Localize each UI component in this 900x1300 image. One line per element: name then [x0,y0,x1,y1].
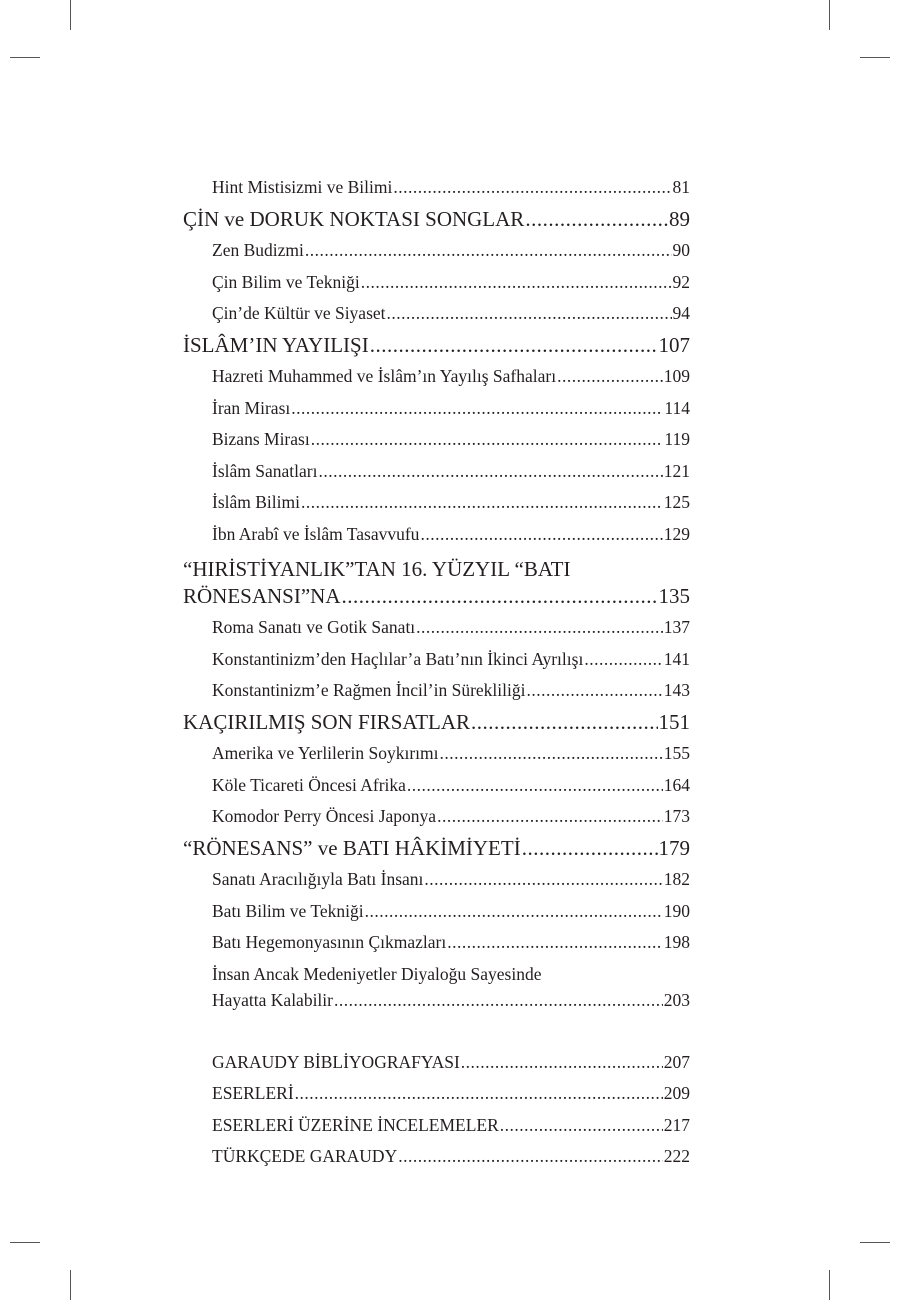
toc-appendix-entry[interactable] [183,1110,690,1142]
dot-leader [416,612,663,644]
toc-entry-title: Çin’de Kültür ve Siyaset [212,303,386,323]
toc-page-number: 109 [663,366,690,386]
crop-mark [10,1242,40,1243]
toc-entry-title: Hazreti Muhammed ve İslâm’ın Yayılış Safhaları [212,366,557,386]
toc-page-number: 190 [663,900,690,921]
toc-subentry[interactable] [183,896,690,928]
toc-page-number: 217 [663,1114,690,1135]
toc-page-number: 182 [663,869,690,889]
dot-leader [440,738,663,770]
toc-page-number: 94 [672,303,690,323]
dot-leader [305,235,672,267]
dot-leader [361,267,672,299]
toc-entry-title: Konstantinizm’den Haçlılar’a Batı’nın İkinci Ayrılışı [212,648,584,669]
toc-subentry[interactable] [183,172,690,204]
toc-page-number: 198 [663,932,690,952]
toc-page-number: 179 [658,835,690,860]
dot-leader [291,393,663,425]
toc-entry-title: Komodor Perry Öncesi Japonya [212,806,437,826]
toc-page-number: 137 [663,617,690,637]
toc-page-number: 114 [664,397,690,418]
toc-subentry[interactable] [183,361,690,393]
crop-mark [70,1270,71,1300]
dot-leader [318,456,662,488]
toc-chapter[interactable] [183,833,690,865]
toc-subentry[interactable] [183,267,690,299]
toc-page-number: 207 [663,1051,690,1072]
crop-mark [829,0,830,30]
dot-leader [437,801,663,833]
toc-page-number: 143 [663,680,690,700]
toc-entry-title: Köle Ticareti Öncesi Afrika [212,774,406,795]
toc-subentry[interactable] [183,770,690,802]
toc-subentry[interactable] [183,675,690,707]
toc-page-number: 89 [669,206,690,231]
toc-chapter[interactable] [183,550,690,612]
toc-subentry[interactable] [183,393,690,425]
toc-entry-title: İbn Arabî ve İslâm Tasavvufu [212,523,420,544]
toc-subentry[interactable] [183,801,690,833]
dot-leader [370,330,658,362]
toc-page-number: 209 [663,1083,690,1103]
toc-page-number: 90 [672,240,690,260]
toc-entry-title: ESERLERİ [212,1083,294,1103]
toc-entry-title: Batı Hegemonyasının Çıkmazları [212,932,447,952]
dot-leader [471,707,657,739]
toc-page-number: 92 [672,271,690,292]
toc-page-number: 135 [658,584,690,608]
toc-entry-title-line1: İnsan Ancak Medeniyetler Diyaloğu Sayesinde [212,963,542,984]
crop-mark [10,57,40,58]
toc-chapter[interactable] [183,204,690,236]
toc-subentry[interactable] [183,487,690,519]
toc-entry-title: Sanatı Aracılığıyla Batı İnsanı [212,869,424,889]
toc-page-number: 222 [663,1146,690,1166]
toc-subentry[interactable] [183,456,690,488]
toc-subentry[interactable] [183,235,690,267]
toc-subentry[interactable] [183,644,690,676]
toc-page-number: 151 [658,709,690,734]
toc-subentry[interactable] [183,298,690,330]
toc-subentry[interactable] [183,424,690,456]
toc-chapter-title: KAÇIRILMIŞ SON FIRSATLAR [183,709,471,734]
toc-appendix-entry[interactable] [183,1078,690,1110]
toc-page-number: 141 [663,648,690,669]
toc-page-number: 119 [664,429,690,449]
toc-page-number: 155 [663,743,690,763]
dot-leader [342,583,658,610]
dot-leader [461,1047,663,1079]
toc-appendix-entry[interactable] [183,1141,690,1173]
dot-leader [301,487,663,519]
toc-page-number: 129 [663,523,690,544]
toc-page-number: 203 [663,989,690,1010]
toc-chapter-title: İSLÂM’IN YAYILIŞI [183,332,369,357]
toc-entry-title: Roma Sanatı ve Gotik Sanatı [212,617,416,637]
toc-chapter-title-line1: “HIRİSTİYANLIK”TAN 16. YÜZYIL “BATI [183,557,571,581]
toc-page-number: 173 [663,806,690,826]
dot-leader [526,675,662,707]
dot-leader [407,770,663,802]
toc-entry-title: Amerika ve Yerlilerin Soykırımı [212,743,439,763]
toc-subentry[interactable] [183,519,690,551]
toc-entry-title: İslâm Bilimi [212,492,300,512]
dot-leader [525,204,668,236]
toc-entry-title-line2: Hayatta Kalabilir [212,989,333,1010]
crop-mark [860,1242,890,1243]
toc-page-number: 107 [658,332,690,357]
dot-leader [387,298,672,330]
toc-entry-title: TÜRKÇEDE GARAUDY [212,1146,398,1166]
dot-leader [420,519,662,551]
table-of-contents [183,172,690,1173]
toc-entry-title: Hint Mistisizmi ve Bilimi [212,177,393,197]
crop-mark [70,0,71,30]
toc-page-number: 125 [663,492,690,512]
crop-mark [829,1270,830,1300]
toc-subentry[interactable] [183,959,690,1017]
dot-leader [500,1110,663,1142]
toc-subentry[interactable] [183,864,690,896]
toc-entry-title: Çin Bilim ve Tekniği [212,271,360,292]
toc-entry-title: ESERLERİ ÜZERİNE İNCELEMELER [212,1114,499,1135]
crop-mark [860,57,890,58]
dot-leader [522,833,658,865]
toc-page-number: 81 [672,177,690,197]
dot-leader [365,896,663,928]
dot-leader [295,1078,663,1110]
toc-entry-title: GARAUDY BİBLİYOGRAFYASI [212,1051,460,1072]
dot-leader [334,987,663,1013]
toc-chapter-title-line2: RÖNESANSI”NA [183,584,341,608]
dot-leader [393,172,671,204]
toc-entry-title: Zen Budizmi [212,240,304,260]
toc-chapter-title: ÇİN ve DORUK NOKTASI SONGLAR [183,206,525,231]
dot-leader [557,361,663,393]
dot-leader [424,864,662,896]
dot-leader [311,424,664,456]
toc-subentry[interactable] [183,738,690,770]
toc-subentry[interactable] [183,927,690,959]
toc-entry-title: Bizans Mirası [212,429,310,449]
toc-page-number: 164 [663,774,690,795]
toc-entry-title: Konstantinizm’e Rağmen İncil’in Sürekliliği [212,680,526,700]
toc-entry-title: Batı Bilim ve Tekniği [212,900,364,921]
toc-subentry[interactable] [183,612,690,644]
toc-chapter[interactable] [183,707,690,739]
dot-leader [584,644,662,676]
toc-appendix-entry[interactable] [183,1047,690,1079]
toc-chapter-title: “RÖNESANS” ve BATI HÂKİMİYETİ [183,835,521,860]
dot-leader [447,927,662,959]
dot-leader [398,1141,663,1173]
section-spacer [183,1017,690,1047]
toc-chapter[interactable] [183,330,690,362]
toc-page-number: 121 [663,460,690,481]
toc-entry-title: İslâm Sanatları [212,460,318,481]
toc-entry-title: İran Mirası [212,397,291,418]
